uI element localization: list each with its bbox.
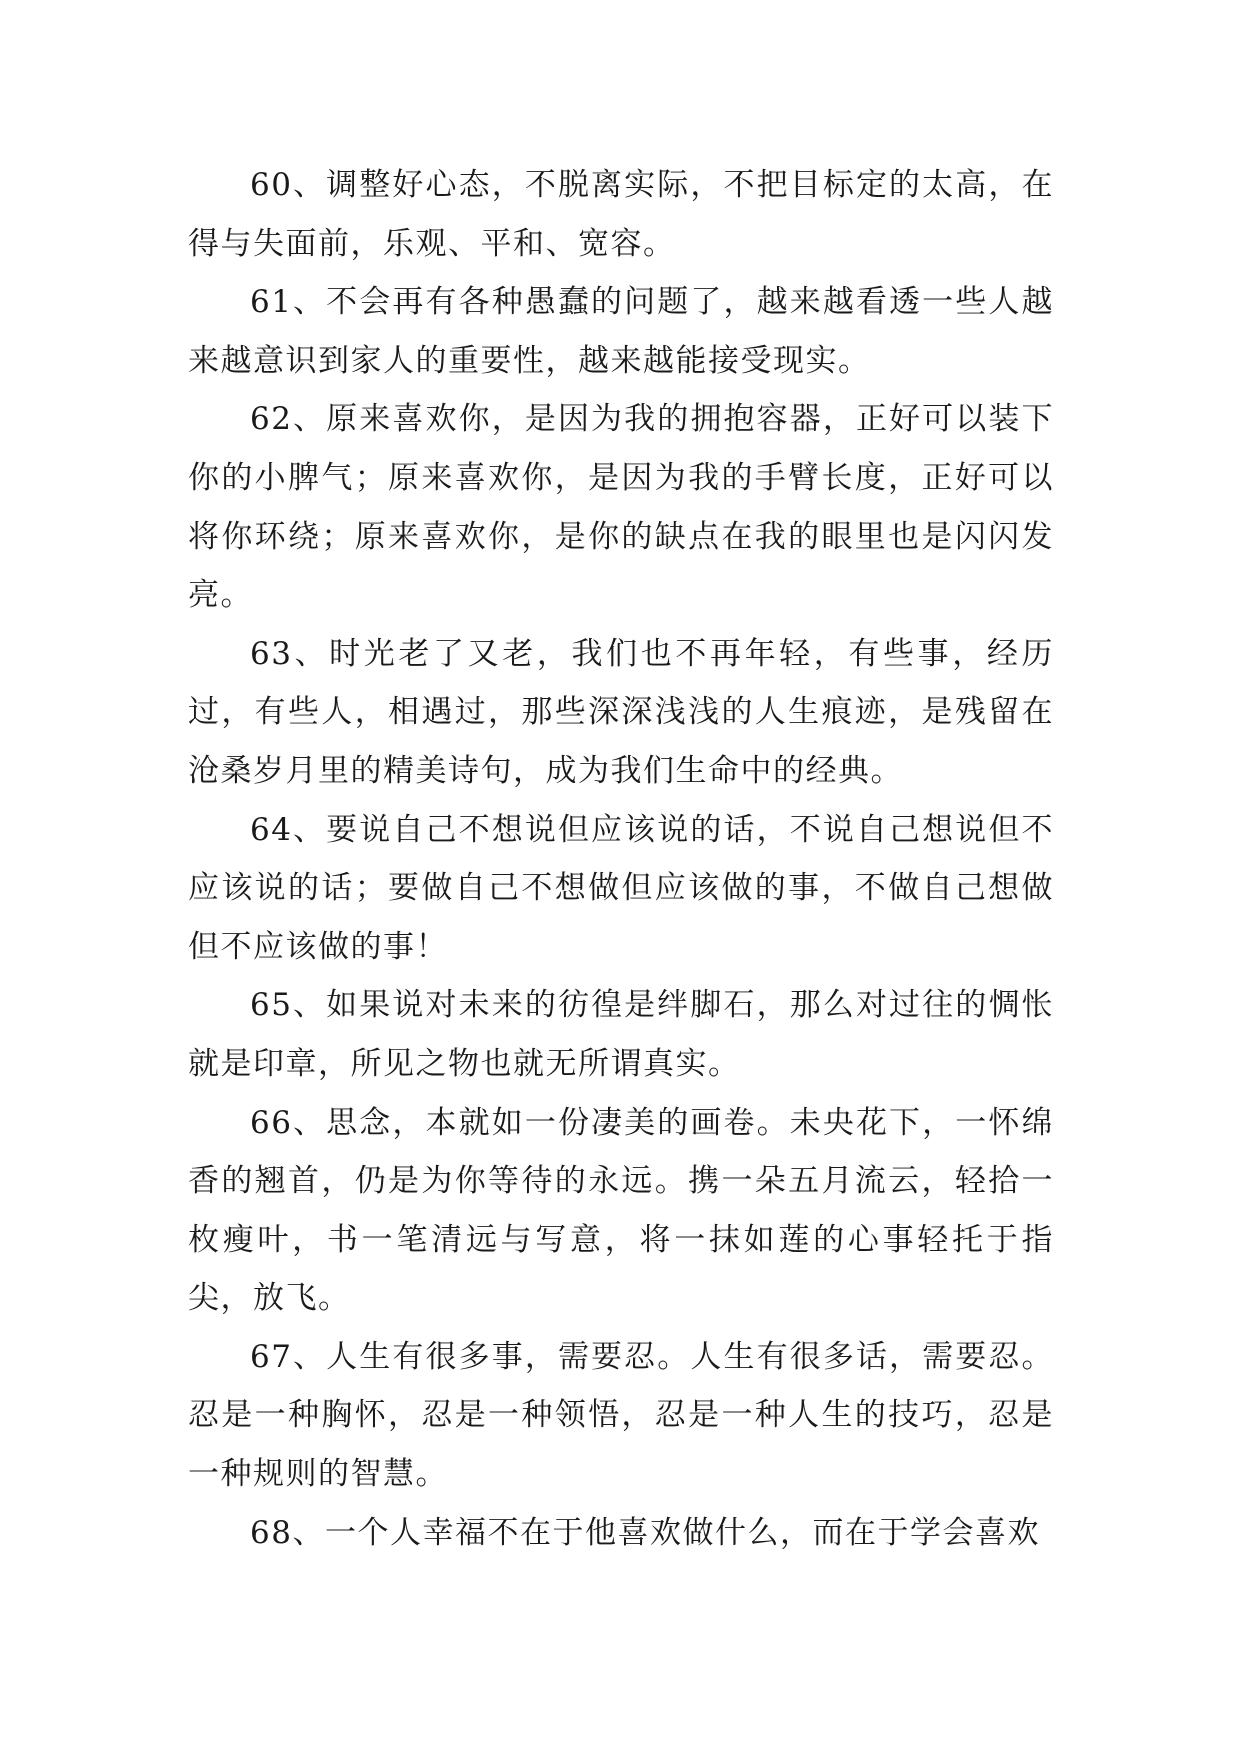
paragraph-60: 60、调整好心态，不脱离实际，不把目标定的太高，在得与失面前，乐观、平和、宽容。 <box>188 167 1054 262</box>
paragraph-64: 64、要说自己不想说但应该说的话，不说自己想说但不应该说的话；要做自己不想做但应该做的事，不做自己想做但不应该做的事！ <box>188 811 1054 965</box>
paragraph-62: 62、原来喜欢你，是因为我的拥抱容器，正好可以装下你的小脾气；原来喜欢你，是因为我的手臂长度，正好可以将你环绕；原来喜欢你，是你的缺点在我的眼里也是闪闪发亮。 <box>188 401 1054 614</box>
paragraph-63: 63、时光老了又老，我们也不再年轻，有些事，经历过，有些人，相遇过，那些深深浅浅的人生痕迹，是残留在沧桑岁月里的精美诗句，成为我们生命中的经典。 <box>188 635 1054 789</box>
document-body <box>188 156 1054 1562</box>
paragraph-66: 66、思念，本就如一份凄美的画卷。未央花下，一怀绵香的翘首，仍是为你等待的永远。携一朵五月流云，轻拾一枚瘦叶，书一笔清远与写意，将一抹如莲的心事轻托于指尖，放飞。 <box>188 1104 1054 1317</box>
paragraph-67: 67、人生有很多事，需要忍。人生有很多话，需要忍。忍是一种胸怀，忍是一种领悟，忍是一种人生的技巧，忍是一种规则的智慧。 <box>188 1338 1054 1493</box>
paragraph-61: 61、不会再有各种愚蠢的问题了，越来越看透一些人越来越意识到家人的重要性，越来越能接受现实。 <box>188 284 1054 379</box>
paragraph-68: 68、一个人幸福不在于他喜欢做什么，而在于学会喜欢 <box>250 1514 1040 1551</box>
paragraph-65: 65、如果说对未来的彷徨是绊脚石，那么对过往的惆怅就是印章，所见之物也就无所谓真实。 <box>188 987 1054 1082</box>
